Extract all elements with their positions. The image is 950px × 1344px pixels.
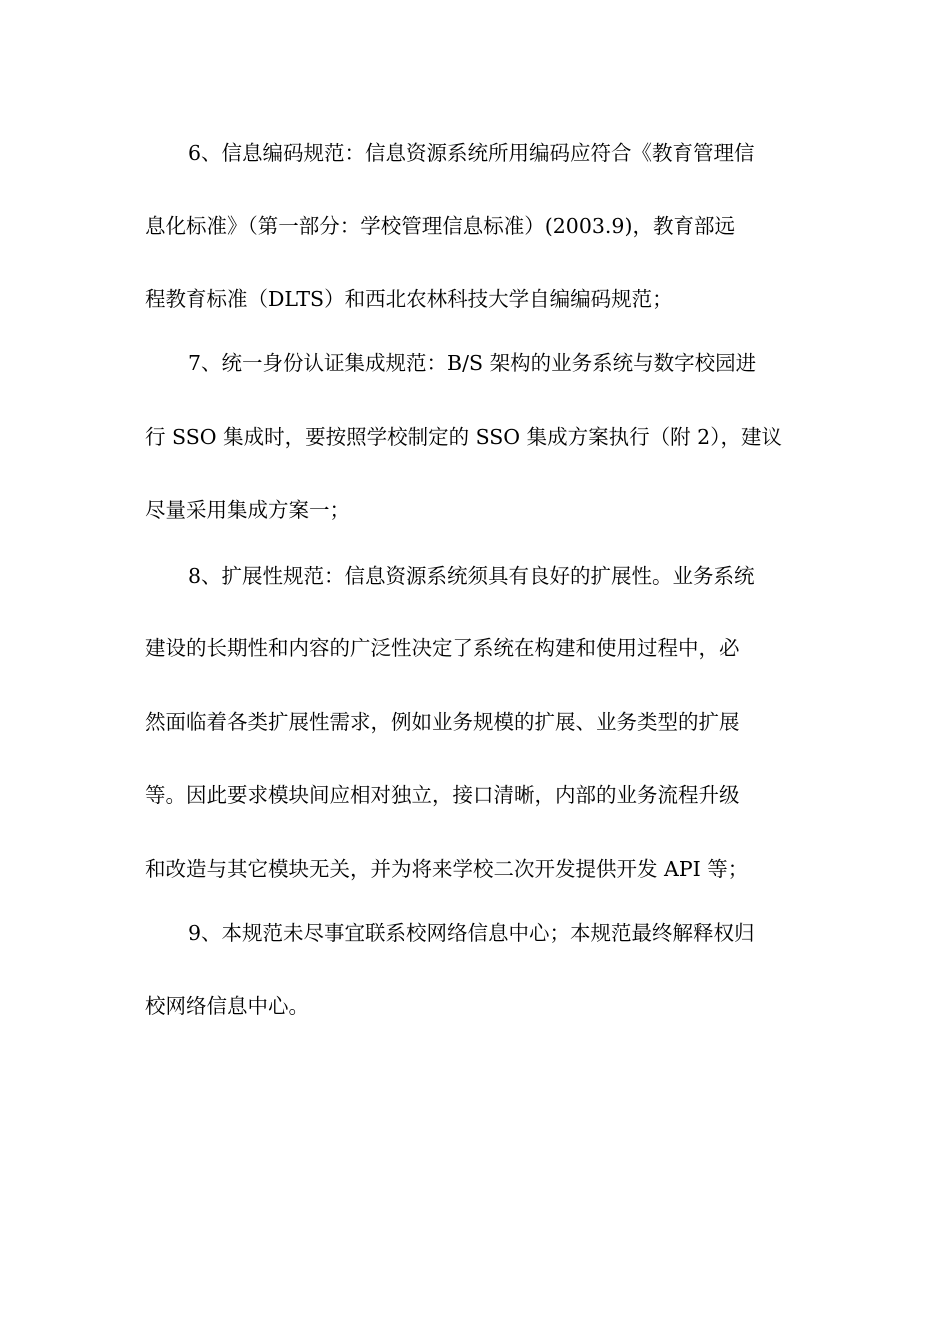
paragraph-8-line-3: 然面临着各类扩展性需求，例如业务规模的扩展、业务类型的扩展 [145,710,740,734]
paragraph-8-line-4: 等。因此要求模块间应相对独立，接口清晰，内部的业务流程升级 [145,783,740,807]
paragraph-6-line-3: 程教育标准（DLTS）和西北农林科技大学自编编码规范； [145,287,673,311]
paragraph-8-line-1: 8、扩展性规范：信息资源系统须具有良好的扩展性。业务系统 [188,564,755,588]
paragraph-8-line-2: 建设的长期性和内容的广泛性决定了系统在构建和使用过程中，必 [145,636,740,660]
paragraph-9-line-1: 9、本规范未尽事宜联系校网络信息中心；本规范最终解释权归 [188,921,755,945]
paragraph-7-line-2: 行 SSO 集成时，要按照学校制定的 SSO 集成方案执行（附 2），建议 [145,425,782,449]
paragraph-6-line-2: 息化标准》（第一部分：学校管理信息标准）(2003.9)，教育部远 [145,214,735,238]
paragraph-7-line-1: 7、统一身份认证集成规范：B/S 架构的业务系统与数字校园进 [188,351,757,375]
paragraph-7-line-3: 尽量采用集成方案一； [145,498,350,522]
paragraph-8-line-5: 和改造与其它模块无关，并为将来学校二次开发提供开发 API 等； [145,857,749,881]
paragraph-9-line-2: 校网络信息中心。 [145,994,309,1018]
paragraph-6-line-1: 6、信息编码规范：信息资源系统所用编码应符合《教育管理信 [188,141,755,165]
